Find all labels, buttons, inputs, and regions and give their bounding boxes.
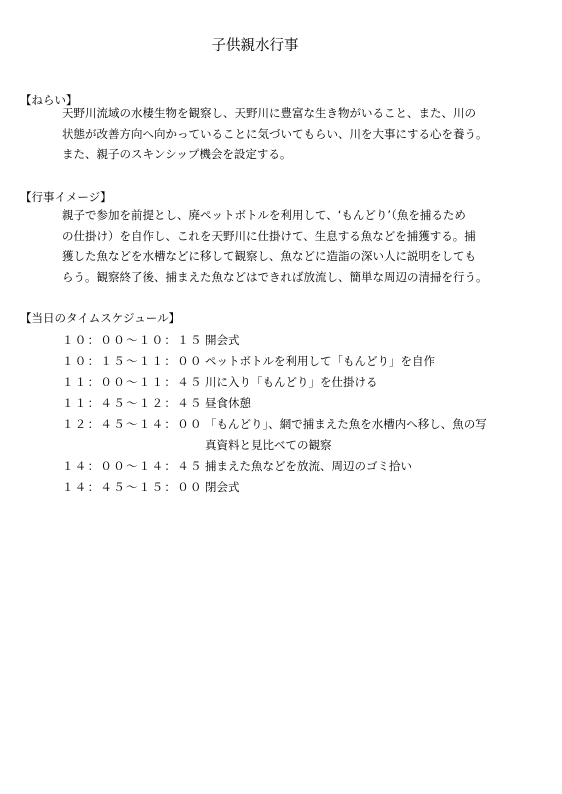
schedule-desc <box>205 414 505 456</box>
schedule-time: １１：００～１１：４５ <box>62 375 203 389</box>
schedule-desc-line: 閉会式 <box>205 480 240 494</box>
schedule-row <box>62 477 512 498</box>
schedule-row <box>62 372 512 393</box>
aim-line: 天野川流域の水棲生物を観察し、天野川に豊富な生き物がいること、また、川の <box>62 106 476 120</box>
schedule-time: １０：００～１０：１５ <box>62 333 203 347</box>
section-heading-aim: 【ねらい】 <box>20 93 78 107</box>
schedule-desc <box>205 393 505 414</box>
schedule-time: １２：４５～１４：００ <box>62 417 203 431</box>
image-line: らう。観察終了後、捕まえた魚などはできれば放流し、簡単な周辺の清掃を行う。 <box>62 269 488 284</box>
section-heading-image: 【行事イメージ】 <box>20 190 112 204</box>
page-title: 子供親水行事 <box>211 38 299 54</box>
schedule-row <box>62 330 512 351</box>
schedule-desc <box>205 456 505 477</box>
schedule-time: １１：４５～１２：４５ <box>62 396 203 410</box>
image-line: 獲した魚などを水槽などに移して観察し、魚などに造詣の深い人に説明をしても <box>62 249 476 264</box>
schedule-row <box>62 456 512 477</box>
schedule-time: １４：４５～１５：００ <box>62 480 203 494</box>
schedule-desc <box>205 330 505 351</box>
schedule-desc-line: 川に入り「もんどり」を仕掛ける <box>205 375 378 389</box>
schedule-row <box>62 393 512 414</box>
aim-line: 状態が改善方向へ向かっていることに気づいてもらい、川を大事にする心を養う。 <box>62 126 488 141</box>
schedule-row <box>62 351 512 372</box>
schedule-desc-line: 捕まえた魚などを放流、周辺のゴミ拾い <box>205 459 412 473</box>
schedule-desc-line: 「もんどり」、網で捕まえた魚を水槽内へ移し、魚の写 <box>205 417 487 431</box>
schedule-desc <box>205 351 505 372</box>
schedule-desc-line: 昼食休憩 <box>205 396 251 410</box>
image-line: の仕掛け）を自作し、これを天野川に仕掛けて、生息する魚などを捕獲する。捕 <box>62 228 476 243</box>
schedule-time: １０：１５～１１：００ <box>62 354 203 368</box>
schedule-table <box>62 330 512 498</box>
schedule-row <box>62 414 512 456</box>
schedule-desc-line: 真資料と見比べての観察 <box>205 438 332 452</box>
section-heading-schedule: 【当日のタイムスケジュール】 <box>20 311 181 325</box>
schedule-desc <box>205 477 505 498</box>
schedule-desc <box>205 372 505 393</box>
schedule-desc-line: ペットボトルを利用して「もんどり」を自作 <box>205 354 435 368</box>
image-line: 親子で参加を前提とし、廃ペットボトルを利用して、‘もんどり’（魚を捕るため <box>62 208 466 222</box>
schedule-time: １４：００～１４：４５ <box>62 459 203 473</box>
image-paragraph <box>62 205 502 287</box>
aim-line: また、親子のスキンシップ機会を設定する。 <box>62 147 292 162</box>
aim-paragraph <box>62 103 502 165</box>
schedule-desc-line: 開会式 <box>205 333 240 347</box>
